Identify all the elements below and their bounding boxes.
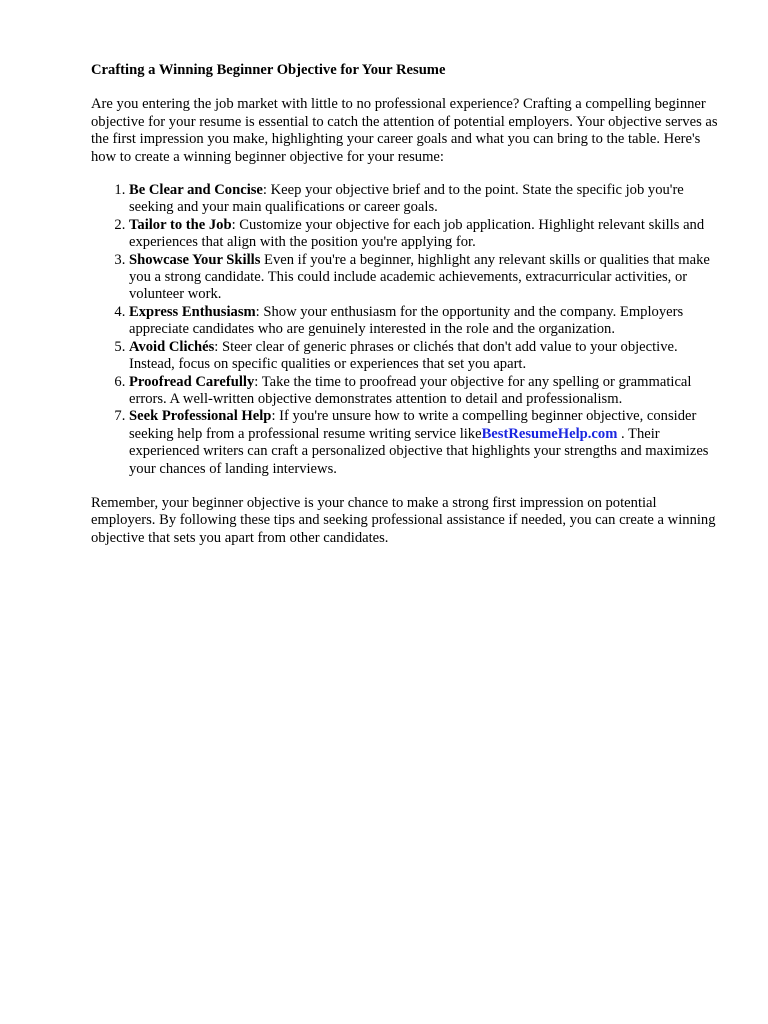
list-item-text-after: . Their experienced writers can craft a personalized objective that highlights your strengths and maximizes your chances of landing interviews. (129, 425, 709, 477)
list-item-term: Proofread Carefully (129, 373, 255, 390)
list-item (129, 252, 721, 304)
list-item-term: Avoid Clichés (129, 338, 215, 355)
list-item-text: Take the time to proofread your objective for any spelling or grammatical errors. A well-written objective demonstrates attention to detail and professionalism. (129, 373, 692, 407)
list-item-text: Show your enthusiasm for the opportunity and the company. Employers appreciate candidates who are genuinely interested in the role and the organization. (129, 303, 684, 338)
list-item-term: Express Enthusiasm (129, 303, 256, 320)
list-item: 4. Express Enthusiasm: Show your enthusiasm for the opportunity and the company. Employers appreciate candidates who are genuinely interested in the role and the organization. (129, 304, 721, 339)
closing-paragraph: Remember, your beginner objective is your chance to make a strong first impression on potential employers. By following these tips and seeking professional assistance if needed, you can create a winning objective that sets you apart from other candidates. (91, 494, 716, 546)
tips-list (91, 182, 721, 478)
list-item-term: Showcase Your Skills (129, 251, 261, 268)
list-item-text: If you're unsure how to write a compelling beginner objective, consider seeking help from a professional resume writing service like (129, 408, 697, 442)
list-item-text: Even if you're a beginner, highlight any relevant skills or qualities that make you a strong candidate. This could include academic achievements, extracurricular activities, or volunteer work. (129, 251, 710, 303)
list-item-term: Be Clear and Concise (129, 182, 263, 199)
list-item: 2. Tailor to the Job: Customize your objective for each job application. Highlight relevant skills and experiences that align with the position you're applying for. (129, 217, 721, 252)
list-item-term: Tailor to the Job (129, 216, 232, 233)
document-title: Crafting a Winning Beginner Objective for Your Resume (91, 62, 446, 78)
best-resume-help-link[interactable]: BestResumeHelp.com (481, 425, 618, 442)
list-item-term: Seek Professional Help (129, 408, 272, 425)
list-item-text: Customize your objective for each job application. Highlight relevant skills and experiences that align with the position you're applying for. (129, 216, 705, 251)
document-page (91, 62, 721, 547)
intro-paragraph: Are you entering the job market with little to no professional experience? Crafting a compelling beginner objective for your resume is essential to catch the attention of potential employers. Your objective serves as the first impression you make, highlighting your career goals and what you can bring to the table. Here's how to create a winning beginner objective for your resume: (91, 96, 718, 165)
list-item-text: Steer clear of generic phrases or clichés that don't add value to your objective. Instead, focus on specific qualities or experiences that set you apart. (129, 338, 678, 373)
list-item-text: Keep your objective brief and to the point. State the specific job you're seeking and your main qualifications or career goals. (129, 182, 684, 216)
list-item: 6. Proofread Carefully: Take the time to proofread your objective for any spelling or grammatical errors. A well-written objective demonstrates attention to detail and professionalism. (129, 374, 721, 409)
list-item: 5. Avoid Clichés: Steer clear of generic phrases or clichés that don't add value to your objective. Instead, focus on specific qualities or experiences that set you apart. (129, 339, 721, 374)
list-item: 1. Be Clear and Concise: Keep your objective brief and to the point. State the specific job you're seeking and your main qualifications or career goals. (129, 182, 721, 217)
list-item: 7. Seek Professional Help: If you're unsure how to write a compelling beginner objective, consider seeking help from a professional resume writing service likeBestResumeHelp.com . Their experienced writers can craft a personalized objective that highlights your strengths and maximizes your chances of landing interviews. (129, 408, 721, 478)
